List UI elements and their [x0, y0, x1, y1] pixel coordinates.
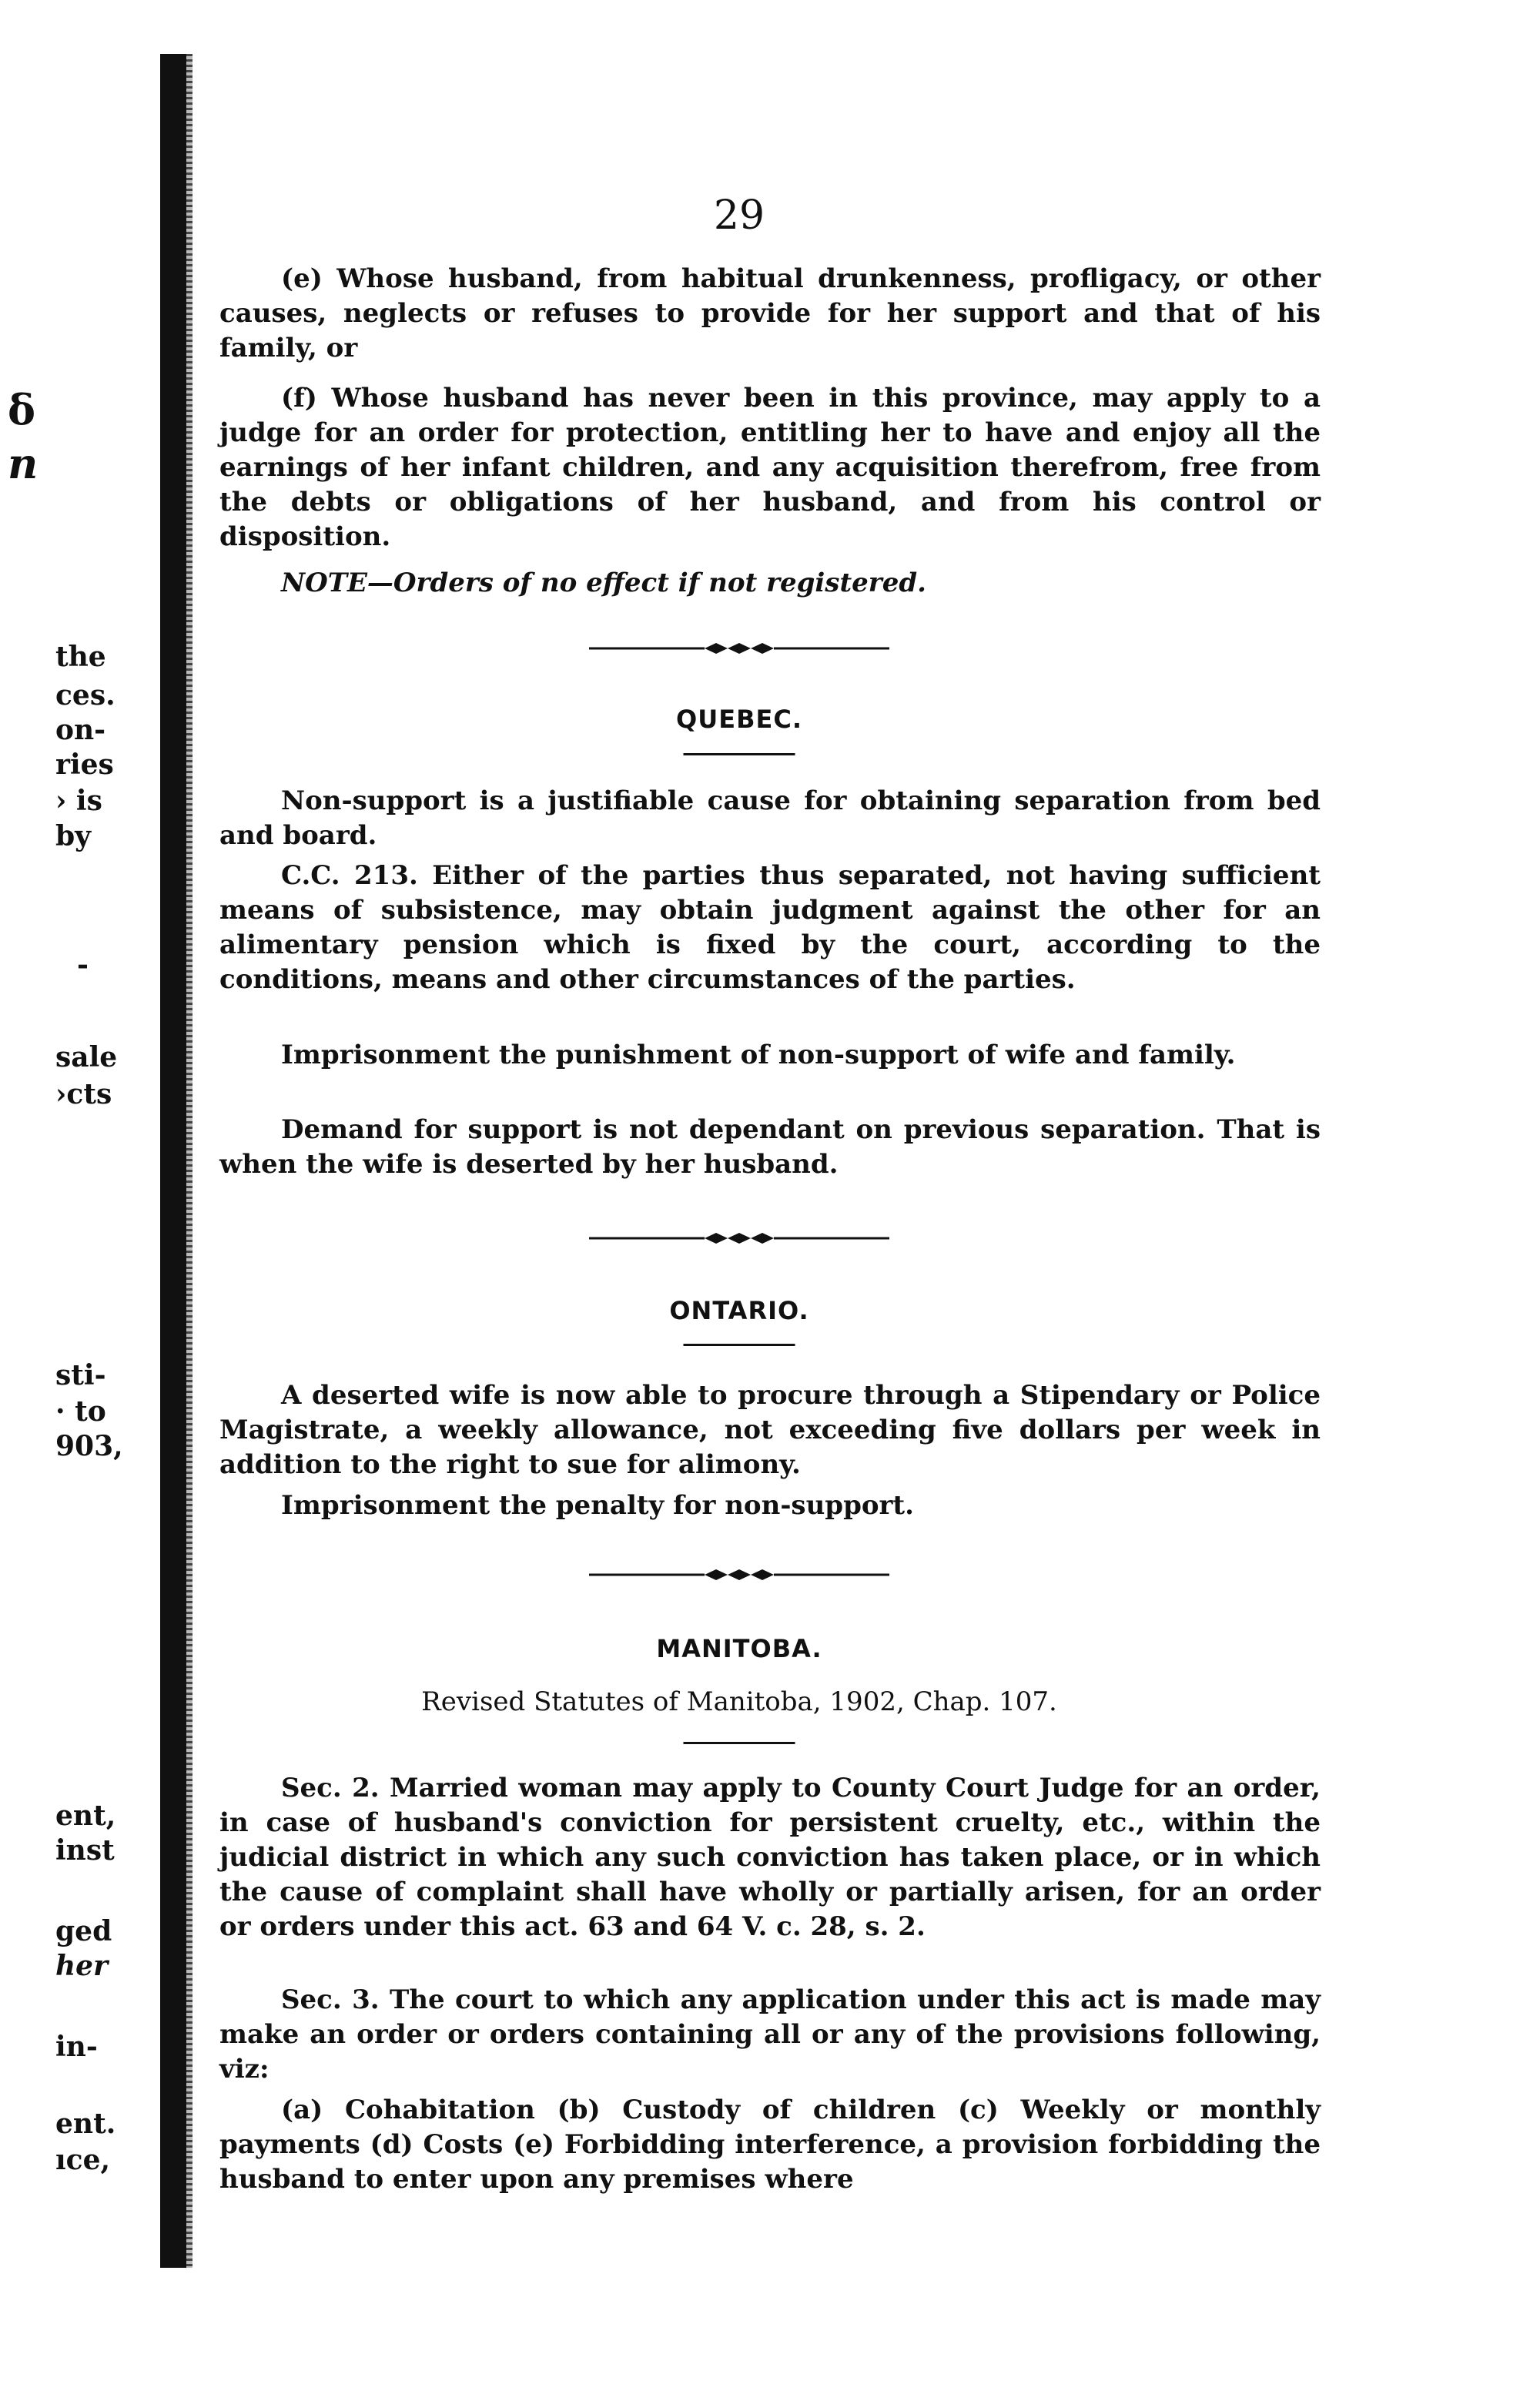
heading-rule: [684, 1742, 795, 1744]
margin-fragment: › is: [55, 785, 102, 817]
quebec-paragraph-1: Non-support is a justifiable cause for obtaining separation from bed and board.: [219, 785, 1321, 851]
note-paragraph: NOTE—Orders of no effect if not registered.: [281, 568, 926, 598]
quebec-paragraph-3: Imprisonment the punishment of non-support of wife and family.: [281, 1040, 1236, 1070]
margin-fragment: ent,: [55, 1800, 116, 1832]
margin-fragment: δ: [8, 385, 36, 434]
margin-fragment: ›cts: [55, 1078, 112, 1110]
margin-fragment: ent.: [55, 2108, 116, 2140]
margin-fragment: by: [55, 820, 92, 852]
margin-fragment: ces.: [55, 679, 116, 712]
margin-fragment: sti-: [55, 1359, 106, 1391]
margin-fragment: · to: [55, 1395, 106, 1428]
heading-rule: [684, 1344, 795, 1346]
margin-fragment: ıce,: [55, 2144, 111, 2176]
heading-rule: [684, 753, 795, 755]
section-divider-ornament: [589, 1567, 889, 1582]
binding-gutter: [160, 54, 186, 2268]
margin-fragment: on-: [55, 714, 106, 746]
paragraph-f: (f) Whose husband has never been in this province, may apply to a judge for an order for protection, entitling her to have and enjoy all the earnings of her infant children, and any acquisition therefrom, free from the debts or obligations of her husband, and from his control or disposition.: [219, 383, 1321, 552]
ontario-paragraph-2: Imprisonment the penalty for non-support.: [281, 1490, 914, 1521]
margin-fragment: n: [8, 439, 38, 488]
margin-fragment: ries: [55, 748, 114, 781]
manitoba-paragraph-sec-3: Sec. 3. The court to which any application under this act is made may make an order or orders containing all or any of the provisions following, viz:: [219, 1984, 1321, 2085]
margin-fragment: the: [55, 641, 106, 673]
margin-fragment: inst: [55, 1834, 115, 1867]
margin-fragment: in-: [55, 2031, 98, 2063]
section-divider-ornament: [589, 641, 889, 656]
margin-fragment: sale: [55, 1041, 118, 1073]
section-divider-ornament: [589, 1231, 889, 1246]
manitoba-paragraph-sec-2: Sec. 2. Married woman may apply to County Court Judge for an order, in case of husband's conviction for persistent cruelty, etc., within the judicial district in which any such conviction has taken place, or in which the cause of complaint shall have wholly or partially arisen, for an order or orders under this act. 63 and 64 V. c. 28, s. 2.: [219, 1773, 1321, 1942]
margin-fragment: -: [77, 949, 89, 981]
quebec-paragraph-4: Demand for support is not dependant on previous separation. That is when the wife is deserted by her husband.: [219, 1114, 1321, 1180]
binding-gutter-edge: [186, 54, 192, 2268]
margin-fragment: ged: [55, 1915, 112, 1947]
manitoba-paragraph-provisions: (a) Cohabitation (b) Custody of children (c) Weekly or monthly payments (d) Costs (e) Forbidding interference, a provision forbidding the husband to enter upon any premises where: [219, 2095, 1321, 2195]
section-heading-ontario: ONTARIO.: [669, 1296, 809, 1325]
margin-fragment: 903,: [55, 1430, 123, 1462]
section-heading-quebec: QUEBEC.: [676, 705, 802, 734]
page-number: 29: [713, 193, 765, 239]
margin-fragment: her: [55, 1950, 109, 1982]
paragraph-e: (e) Whose husband, from habitual drunkenness, profligacy, or other causes, neglects or refuses to provide for her support and that of his family, or: [219, 263, 1321, 363]
manitoba-statute-reference: Revised Statutes of Manitoba, 1902, Chap. 107.: [421, 1686, 1057, 1717]
section-heading-manitoba: MANITOBA.: [656, 1634, 822, 1663]
ontario-paragraph-1: A deserted wife is now able to procure through a Stipendary or Police Magistrate, a weekly allowance, not exceeding five dollars per week in addition to the right to sue for alimony.: [219, 1380, 1321, 1480]
quebec-paragraph-2: C.C. 213. Either of the parties thus separated, not having sufficient means of subsistence, may obtain judgment against the other for an alimentary pension which is fixed by the court, according to the conditions, means and other circumstances of the parties.: [219, 860, 1321, 995]
